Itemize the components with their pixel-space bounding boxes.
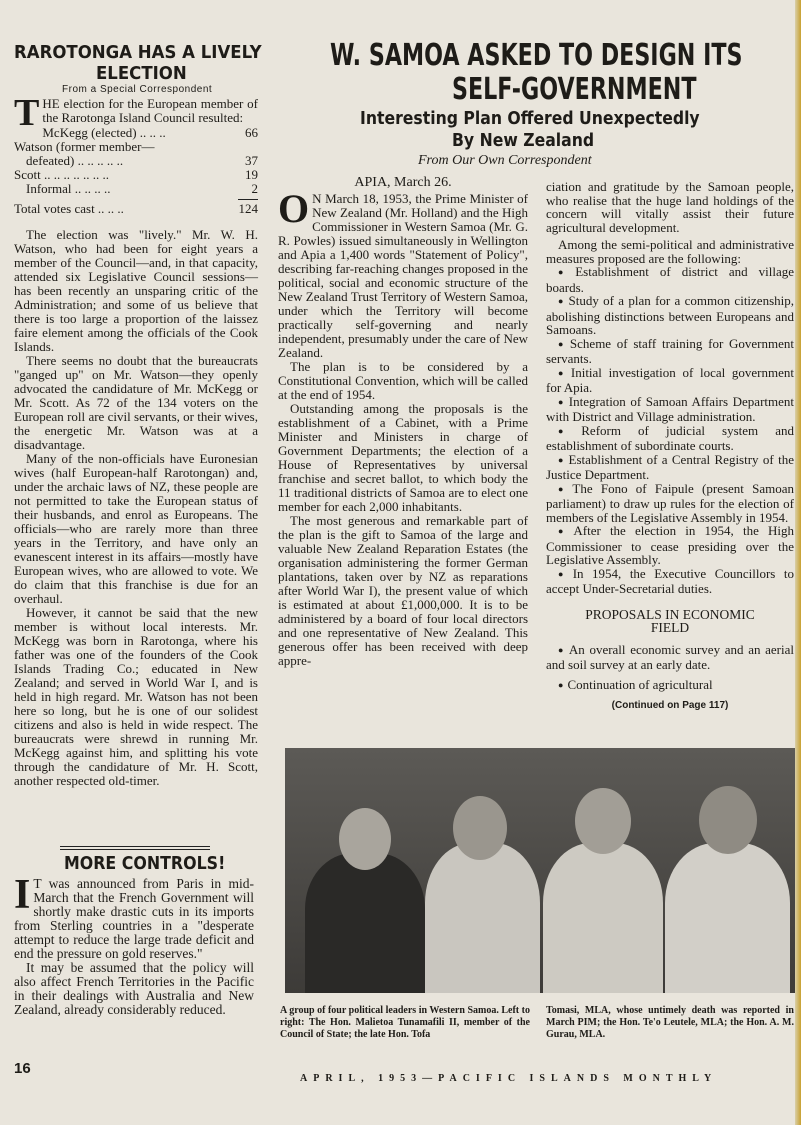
result-row: Informal .. .. .. .. 2 [26, 181, 258, 196]
main-article-col1: APIA, March 26. O N March 18, 1953, the Prime Minister of New Zealand (Mr. Holland) and the High Commissioner in Western Samoa (Mr. G. R. Powles) issued simultaneously in Wellington and Apia a 1,400 words "Statement of Policy", describing far-reaching changes proposed in the political, social and economic structure of the New Zealand Trust Territory of Western Samoa, under which the Territory will become practically self-governing and nearly independent, presumably under the care of New Zealand. The plan is to be considered by a Constitutional Convention, which will be called at the end of 1954. Outstanding among the proposals is the establishment of a Cabinet, with a Prime Minister and Ministers in charge of Government Departments; the election of a House of Representatives by universal franchise and secret ballot, to which body the 11 traditional districts of Samoa are to elect one member for each 2,000 inhabitants. The most generous and remarkable part of the plan is the gift to Samoa of the large and valuable New Zealand Reparation Estates (the organisation administering the former German plantations, taken over by NZ as reparations after World War I), the present value of which is estimated at about £1,000,000. It is to be administered by a board of four local directors and one representative of New Zealand. This generous offer has been received with deep appre- [278, 175, 528, 668]
dateline: APIA, March 26. [354, 175, 452, 190]
controls-dropcap: I [14, 872, 31, 918]
main-headline-line2: SELF-GOVERNMENT [452, 72, 697, 107]
page-footer: APRIL, 1953—PACIFIC ISLANDS MONTHLY [300, 1073, 718, 1084]
person-head [699, 786, 757, 854]
proposal-item: ● Scheme of staff training for Government servants. [546, 337, 794, 366]
col2-intro: ciation and gratitude by the Samoan people, who realise that the huge land holdings of the concern will vitally assist their future agricultural development. [546, 179, 794, 235]
proposal-item: ● Study of a plan for a common citizenship, abolishing distinctions between Europeans and Samoans. [546, 294, 794, 337]
page-number: 16 [14, 1060, 31, 1077]
person-head [339, 808, 391, 870]
section-head-line2: FIELD [650, 620, 690, 635]
proposal-item: ● Establishment of district and village boards. [546, 265, 794, 294]
controls-paragraph: It may be assumed that the policy will also affect French Territories in the Pacific in their dealings with Australia and New Zealand, already considerably reduced. [14, 960, 254, 1017]
col2-lead: Among the semi-political and administrative measures proposed are the following: [546, 237, 794, 266]
controls-article-body: I T was announced from Paris in mid-March that the French Government will shortly make drastic cuts in its imports from Sterling countries in a "desperate attempt to reduce the large trade deficit and end the pressure on gold reserves." It may be assumed that the policy will also affect French Territories in the Pacific in their dealings with Australia and New Zealand, already considerably reduced. [14, 872, 254, 1017]
person-figure [665, 843, 790, 993]
person-figure [305, 853, 425, 993]
proposal-item: ● Integration of Samoan Affairs Department with District and Village administration. [546, 395, 794, 424]
left-paragraph: However, it cannot be said that the new member is without local interests. Mr. McKegg was born in Rarotonga, where his father was one of the founders of the Cook Islands Trading Co.; educated in New Zealand; and served in World War I, and is held in high regard. Mr. Watson has not been here so long, but he is one of our solidest citizens and also is held in wide respect. The bureaucrats were shrewd in running Mr. McKegg against him, and splitting his vote through the candidature of Mr. H. Scott, another respected old-timer. [14, 605, 258, 788]
proposal-item: ● Establishment of a Central Registry of the Justice Department. [546, 453, 794, 482]
result-row: McKegg (elected) .. .. .. 66 [42, 125, 258, 140]
divider [60, 846, 210, 847]
group-photo [285, 748, 801, 993]
person-figure [425, 843, 540, 993]
photo-caption-left: A group of four political leaders in Western Samoa. Left to right: The Hon. Malietoa Tunamafili II, member of the Council of State; the late Hon. Tofa [280, 1005, 530, 1040]
proposal-item: ● The Fono of Faipule (present Samoan parliament) to draw up rules for the election of members of the Legislative Assembly in 1954. [546, 482, 794, 525]
proposal-item: ● Reform of judicial system and establishment of subordinate courts. [546, 424, 794, 453]
proposal-item: ● After the election in 1954, the High Commissioner to cease presiding over the Legislative Assembly. [546, 524, 794, 567]
proposal-item: ● In 1954, the Executive Councillors to accept Under-Secretarial duties. [546, 567, 794, 596]
main-byline: From Our Own Correspondent [418, 153, 592, 168]
section-head-line1: PROPOSALS IN ECONOMIC [585, 606, 755, 622]
economic-item: ● An overall economic survey and an aerial and soil survey at an early date. [546, 643, 794, 672]
continued-note: (Continued on Page 117) [611, 700, 729, 711]
person-head [453, 796, 507, 860]
divider [60, 849, 210, 850]
total-row: Total votes cast .. .. .. 124 [14, 201, 258, 216]
proposal-item: ● Initial investigation of local government for Apia. [546, 366, 794, 395]
main-headline-line1: W. SAMOA ASKED TO DESIGN ITS [330, 38, 743, 73]
main-subhead-line1: Interesting Plan Offered Unexpectedly [360, 108, 700, 129]
left-paragraph: Many of the non-officials have Euronesian wives (half European-half Rarotongan) and, under the archaic laws of NZ, these people are not permitted to take the European status of their husbands, and enrol as Europeans. The officials—who are rarely more than three years in the Territory, and have only an evanescent interest in its affairs—mostly have European wives, who are allowed to vote. We do claim that this franchise is due for an overhaul. [14, 451, 258, 606]
left-intro: HE election for the European member of the Rarotonga Island Council resulted: [42, 96, 258, 125]
photo-caption-right: Tomasi, MLA, whose untimely death was reported in March PIM; the Hon. Te'o Leutele, MLA; the Hon. A. M. Gurau, MLA. [546, 1005, 794, 1040]
election-results [14, 126, 258, 216]
left-byline: From a Special Correspondent [62, 84, 213, 95]
main-dropcap: O [278, 186, 310, 231]
result-row: defeated) .. .. .. .. .. 37 [26, 153, 258, 168]
left-headline-line1: RAROTONGA HAS A LIVELY [14, 42, 262, 63]
result-row: Scott .. .. .. .. .. .. .. 19 [14, 167, 258, 182]
left-paragraph: There seems no doubt that the bureaucrats "ganged up" on Mr. Watson—they openly advocated the candidature of Mr. McKegg or Mr. Scott. As 72 of the 134 voters on the European roll are civil servants, or their wives, the energetic Mr. Watson was at a disadvantage. [14, 353, 258, 452]
left-article-body [14, 92, 258, 788]
person-head [575, 788, 631, 854]
person-figure [543, 843, 663, 993]
left-headline-line2: ELECTION [96, 63, 187, 84]
page-edge [795, 0, 801, 1125]
economic-item: ● Continuation of agricultural [546, 678, 794, 694]
controls-headline: MORE CONTROLS! [64, 853, 226, 874]
left-dropcap: T [14, 92, 40, 134]
main-paragraph: Outstanding among the proposals is the establishment of a Cabinet, with a Prime Minister and Ministers in charge of Government Departments; the election of a House of Representatives by universal franchise and secret ballot, to which body the 11 traditional districts of Samoa are to elect one member for each 2,000 inhabitants. [278, 401, 528, 514]
main-paragraph: The plan is to be considered by a Constitutional Convention, which will be called at the end of 1954. [278, 359, 528, 402]
left-paragraph: The election was "lively." Mr. W. H. Watson, who had been for eight years a member of the Council—and, in that capacity, attended six Legislative Council sessions—has been recently an unsparing critic of the Administration; and some of us believe that there is too large a proportion of the laissez faire element among the officials of the Cook Islands. [14, 227, 258, 354]
main-article-col2 [546, 180, 794, 713]
main-paragraph: The most generous and remarkable part of the plan is the gift to Samoa of the large and valuable New Zealand Reparation Estates (the organisation administering the former German plantations, taken over by NZ as reparations after World War I), the present value of which is estimated at about £1,000,000. It is to be administered by a board of four local directors and one representative of New Zealand. This generous offer has been received with deep appre- [278, 513, 528, 668]
result-row: Watson (former member— [14, 139, 155, 154]
main-subhead-line2: By New Zealand [452, 130, 595, 151]
